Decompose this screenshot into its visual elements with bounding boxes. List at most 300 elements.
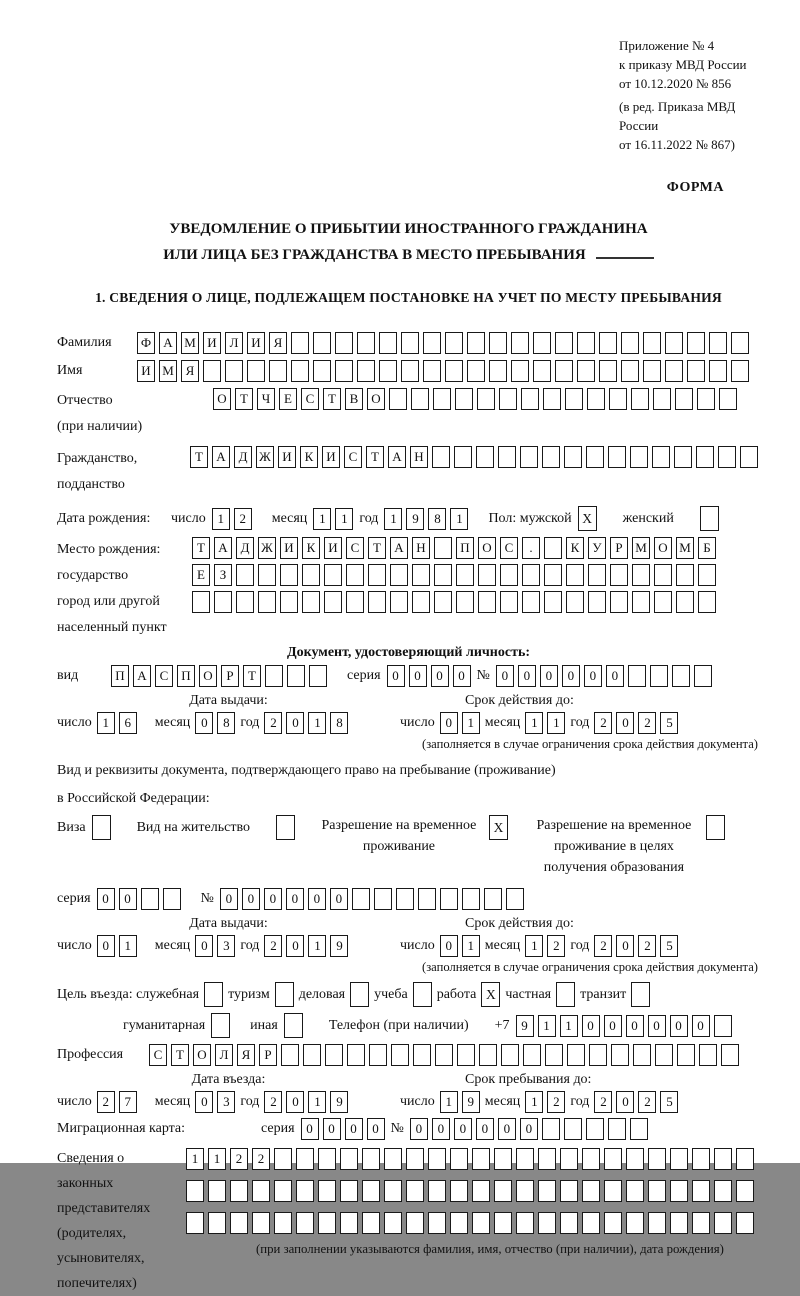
char-cell[interactable] [533, 332, 551, 354]
char-cell[interactable] [428, 1212, 446, 1234]
char-cell[interactable]: 2 [638, 712, 656, 734]
char-cell[interactable]: 8 [217, 712, 235, 734]
char-cell[interactable] [718, 446, 736, 468]
char-cell[interactable]: 1 [525, 935, 543, 957]
char-cell[interactable]: 1 [335, 508, 353, 530]
char-cell[interactable] [714, 1180, 732, 1202]
char-cell[interactable] [291, 360, 309, 382]
char-cell[interactable]: 1 [208, 1148, 226, 1170]
char-cell[interactable] [577, 332, 595, 354]
char-cell[interactable]: 1 [450, 508, 468, 530]
char-cell[interactable] [291, 332, 309, 354]
char-cell[interactable] [489, 360, 507, 382]
char-cell[interactable] [609, 388, 627, 410]
char-cell[interactable] [538, 1148, 556, 1170]
char-cell[interactable]: С [500, 537, 518, 559]
char-cell[interactable]: 0 [387, 665, 405, 687]
char-cell[interactable]: А [133, 665, 151, 687]
char-cell[interactable]: И [247, 332, 265, 354]
char-cell[interactable] [455, 388, 473, 410]
char-cell[interactable]: Я [269, 332, 287, 354]
char-cell[interactable] [599, 332, 617, 354]
char-cell[interactable]: О [199, 665, 217, 687]
char-cell[interactable] [582, 1180, 600, 1202]
char-cell[interactable] [318, 1148, 336, 1170]
char-cell[interactable]: 2 [264, 712, 282, 734]
char-cell[interactable] [677, 1044, 695, 1066]
char-cell[interactable]: 1 [440, 1091, 458, 1113]
char-cell[interactable] [472, 1212, 490, 1234]
char-cell[interactable] [494, 1180, 512, 1202]
char-cell[interactable] [655, 1044, 673, 1066]
char-cell[interactable]: 1 [560, 1015, 578, 1037]
char-cell[interactable]: 0 [582, 1015, 600, 1037]
char-cell[interactable]: Л [225, 332, 243, 354]
char-cell[interactable] [296, 1180, 314, 1202]
char-cell[interactable] [472, 1180, 490, 1202]
char-cell[interactable] [626, 1148, 644, 1170]
char-cell[interactable]: К [566, 537, 584, 559]
char-cell[interactable] [478, 591, 496, 613]
char-cell[interactable] [687, 332, 705, 354]
char-cell[interactable] [692, 1180, 710, 1202]
char-cell[interactable] [567, 1044, 585, 1066]
char-cell[interactable] [674, 446, 692, 468]
char-cell[interactable] [719, 388, 737, 410]
char-cell[interactable] [325, 1044, 343, 1066]
char-cell[interactable] [648, 1180, 666, 1202]
char-cell[interactable] [494, 1148, 512, 1170]
char-cell[interactable] [736, 1212, 754, 1234]
char-cell[interactable] [643, 332, 661, 354]
char-cell[interactable]: О [193, 1044, 211, 1066]
char-cell[interactable] [587, 388, 605, 410]
char-cell[interactable]: П [456, 537, 474, 559]
checkbox-cell[interactable] [350, 982, 369, 1007]
char-cell[interactable] [501, 1044, 519, 1066]
checkbox-cell[interactable] [700, 506, 719, 531]
char-cell[interactable]: 1 [212, 508, 230, 530]
char-cell[interactable]: 1 [186, 1148, 204, 1170]
char-cell[interactable] [303, 1044, 321, 1066]
char-cell[interactable]: 0 [195, 935, 213, 957]
char-cell[interactable] [450, 1212, 468, 1234]
char-cell[interactable]: 1 [538, 1015, 556, 1037]
char-cell[interactable]: Р [221, 665, 239, 687]
char-cell[interactable]: 0 [367, 1118, 385, 1140]
char-cell[interactable]: 2 [547, 935, 565, 957]
char-cell[interactable]: 0 [476, 1118, 494, 1140]
char-cell[interactable] [687, 360, 705, 382]
char-cell[interactable] [428, 1180, 446, 1202]
char-cell[interactable] [369, 1044, 387, 1066]
char-cell[interactable] [489, 332, 507, 354]
char-cell[interactable]: 1 [97, 712, 115, 734]
char-cell[interactable] [287, 665, 305, 687]
char-cell[interactable] [610, 564, 628, 586]
char-cell[interactable] [626, 1180, 644, 1202]
char-cell[interactable] [357, 332, 375, 354]
char-cell[interactable]: Ж [258, 537, 276, 559]
char-cell[interactable] [516, 1212, 534, 1234]
char-cell[interactable] [604, 1148, 622, 1170]
char-cell[interactable] [676, 591, 694, 613]
char-cell[interactable] [621, 332, 639, 354]
char-cell[interactable] [163, 888, 181, 910]
char-cell[interactable] [740, 446, 758, 468]
char-cell[interactable] [653, 388, 671, 410]
char-cell[interactable] [714, 1212, 732, 1234]
char-cell[interactable]: 1 [462, 935, 480, 957]
char-cell[interactable] [186, 1212, 204, 1234]
char-cell[interactable] [670, 1212, 688, 1234]
char-cell[interactable] [236, 591, 254, 613]
char-cell[interactable]: 0 [692, 1015, 710, 1037]
char-cell[interactable] [412, 591, 430, 613]
char-cell[interactable]: М [632, 537, 650, 559]
char-cell[interactable] [368, 591, 386, 613]
char-cell[interactable] [500, 591, 518, 613]
char-cell[interactable]: 0 [323, 1118, 341, 1140]
char-cell[interactable] [346, 591, 364, 613]
char-cell[interactable] [736, 1180, 754, 1202]
checkbox-cell[interactable] [204, 982, 223, 1007]
char-cell[interactable] [648, 1212, 666, 1234]
char-cell[interactable] [445, 332, 463, 354]
char-cell[interactable] [545, 1044, 563, 1066]
char-cell[interactable] [265, 665, 283, 687]
char-cell[interactable] [406, 1212, 424, 1234]
char-cell[interactable] [418, 888, 436, 910]
char-cell[interactable]: С [155, 665, 173, 687]
char-cell[interactable] [450, 1148, 468, 1170]
char-cell[interactable] [582, 1148, 600, 1170]
char-cell[interactable] [280, 591, 298, 613]
char-cell[interactable]: И [280, 537, 298, 559]
char-cell[interactable]: Е [279, 388, 297, 410]
char-cell[interactable]: М [181, 332, 199, 354]
char-cell[interactable] [555, 332, 573, 354]
char-cell[interactable] [665, 332, 683, 354]
char-cell[interactable]: 1 [119, 935, 137, 957]
char-cell[interactable] [699, 1044, 717, 1066]
checkbox-cell[interactable] [556, 982, 575, 1007]
char-cell[interactable] [186, 1180, 204, 1202]
char-cell[interactable] [450, 1180, 468, 1202]
char-cell[interactable]: 0 [410, 1118, 428, 1140]
char-cell[interactable]: Е [192, 564, 210, 586]
char-cell[interactable] [564, 1118, 582, 1140]
char-cell[interactable]: 0 [301, 1118, 319, 1140]
char-cell[interactable]: 0 [431, 665, 449, 687]
char-cell[interactable] [258, 591, 276, 613]
char-cell[interactable] [302, 564, 320, 586]
char-cell[interactable]: 2 [594, 712, 612, 734]
char-cell[interactable]: 0 [242, 888, 260, 910]
purpose-official-checkbox[interactable] [204, 982, 223, 1007]
checkbox-cell[interactable] [276, 815, 295, 840]
char-cell[interactable] [731, 332, 749, 354]
char-cell[interactable] [252, 1212, 270, 1234]
char-cell[interactable]: О [367, 388, 385, 410]
char-cell[interactable] [230, 1212, 248, 1234]
char-cell[interactable]: А [212, 446, 230, 468]
char-cell[interactable]: 9 [462, 1091, 480, 1113]
char-cell[interactable]: С [301, 388, 319, 410]
char-cell[interactable] [445, 360, 463, 382]
char-cell[interactable]: 2 [252, 1148, 270, 1170]
char-cell[interactable] [538, 1212, 556, 1234]
char-cell[interactable]: Т [192, 537, 210, 559]
char-cell[interactable] [313, 332, 331, 354]
char-cell[interactable] [357, 360, 375, 382]
char-cell[interactable]: 0 [286, 888, 304, 910]
purpose-transit-checkbox[interactable] [631, 982, 650, 1007]
char-cell[interactable]: К [302, 537, 320, 559]
char-cell[interactable]: Я [181, 360, 199, 382]
char-cell[interactable]: П [177, 665, 195, 687]
char-cell[interactable] [346, 564, 364, 586]
char-cell[interactable]: 0 [195, 1091, 213, 1113]
char-cell[interactable]: 2 [638, 1091, 656, 1113]
char-cell[interactable]: И [278, 446, 296, 468]
purpose-tourism-checkbox[interactable] [275, 982, 294, 1007]
char-cell[interactable]: 0 [286, 712, 304, 734]
char-cell[interactable] [523, 1044, 541, 1066]
char-cell[interactable] [588, 564, 606, 586]
checkbox-cell[interactable]: X [481, 982, 500, 1007]
char-cell[interactable] [340, 1212, 358, 1234]
char-cell[interactable]: 0 [616, 935, 634, 957]
char-cell[interactable]: Я [237, 1044, 255, 1066]
char-cell[interactable] [432, 446, 450, 468]
char-cell[interactable] [340, 1180, 358, 1202]
rvp-education-checkbox[interactable] [706, 815, 725, 840]
char-cell[interactable]: 9 [330, 935, 348, 957]
char-cell[interactable]: 0 [97, 935, 115, 957]
char-cell[interactable]: 3 [217, 935, 235, 957]
char-cell[interactable]: Т [368, 537, 386, 559]
char-cell[interactable] [230, 1180, 248, 1202]
char-cell[interactable] [533, 360, 551, 382]
char-cell[interactable]: З [214, 564, 232, 586]
char-cell[interactable]: 2 [97, 1091, 115, 1113]
char-cell[interactable]: М [159, 360, 177, 382]
char-cell[interactable] [698, 591, 716, 613]
char-cell[interactable]: 1 [462, 712, 480, 734]
char-cell[interactable] [697, 388, 715, 410]
char-cell[interactable]: М [676, 537, 694, 559]
char-cell[interactable] [401, 332, 419, 354]
purpose-private-checkbox[interactable] [556, 982, 575, 1007]
char-cell[interactable] [379, 360, 397, 382]
char-cell[interactable] [511, 332, 529, 354]
char-cell[interactable] [650, 665, 668, 687]
char-cell[interactable]: 2 [594, 1091, 612, 1113]
char-cell[interactable]: 2 [234, 508, 252, 530]
checkbox-cell[interactable]: X [578, 506, 597, 531]
char-cell[interactable] [582, 1212, 600, 1234]
char-cell[interactable]: 2 [230, 1148, 248, 1170]
char-cell[interactable]: Ф [137, 332, 155, 354]
char-cell[interactable] [456, 564, 474, 586]
char-cell[interactable] [335, 360, 353, 382]
char-cell[interactable] [274, 1148, 292, 1170]
char-cell[interactable] [384, 1180, 402, 1202]
char-cell[interactable] [368, 564, 386, 586]
char-cell[interactable] [604, 1212, 622, 1234]
char-cell[interactable] [391, 1044, 409, 1066]
char-cell[interactable] [694, 665, 712, 687]
char-cell[interactable]: 1 [384, 508, 402, 530]
char-cell[interactable] [542, 1118, 560, 1140]
char-cell[interactable] [352, 888, 370, 910]
char-cell[interactable] [628, 665, 646, 687]
char-cell[interactable] [457, 1044, 475, 1066]
char-cell[interactable]: П [111, 665, 129, 687]
char-cell[interactable]: А [214, 537, 232, 559]
char-cell[interactable] [318, 1212, 336, 1234]
char-cell[interactable]: 0 [440, 935, 458, 957]
char-cell[interactable] [274, 1180, 292, 1202]
char-cell[interactable] [560, 1180, 578, 1202]
char-cell[interactable] [467, 360, 485, 382]
char-cell[interactable] [406, 1148, 424, 1170]
char-cell[interactable]: 9 [406, 508, 424, 530]
char-cell[interactable]: А [159, 332, 177, 354]
char-cell[interactable]: Л [215, 1044, 233, 1066]
char-cell[interactable] [544, 591, 562, 613]
char-cell[interactable] [499, 388, 517, 410]
char-cell[interactable] [479, 1044, 497, 1066]
char-cell[interactable]: Р [610, 537, 628, 559]
char-cell[interactable] [696, 446, 714, 468]
char-cell[interactable] [676, 564, 694, 586]
char-cell[interactable]: 0 [330, 888, 348, 910]
char-cell[interactable] [214, 591, 232, 613]
char-cell[interactable] [203, 360, 221, 382]
char-cell[interactable]: 0 [453, 665, 471, 687]
char-cell[interactable] [362, 1180, 380, 1202]
char-cell[interactable] [565, 388, 583, 410]
char-cell[interactable] [586, 446, 604, 468]
char-cell[interactable]: А [390, 537, 408, 559]
char-cell[interactable]: С [344, 446, 362, 468]
char-cell[interactable] [652, 446, 670, 468]
char-cell[interactable] [692, 1148, 710, 1170]
char-cell[interactable] [423, 360, 441, 382]
char-cell[interactable]: 0 [616, 1091, 634, 1113]
char-cell[interactable] [434, 591, 452, 613]
char-cell[interactable]: 0 [496, 665, 514, 687]
char-cell[interactable]: 0 [604, 1015, 622, 1037]
char-cell[interactable] [477, 388, 495, 410]
char-cell[interactable] [608, 1118, 626, 1140]
char-cell[interactable]: И [137, 360, 155, 382]
char-cell[interactable] [374, 888, 392, 910]
char-cell[interactable] [731, 360, 749, 382]
char-cell[interactable]: Н [412, 537, 430, 559]
char-cell[interactable]: 5 [660, 935, 678, 957]
char-cell[interactable]: 1 [525, 712, 543, 734]
char-cell[interactable] [454, 446, 472, 468]
char-cell[interactable] [566, 591, 584, 613]
char-cell[interactable]: О [478, 537, 496, 559]
sex-female-checkbox[interactable] [700, 506, 719, 531]
char-cell[interactable] [672, 665, 690, 687]
char-cell[interactable] [516, 1148, 534, 1170]
char-cell[interactable] [648, 1148, 666, 1170]
char-cell[interactable] [665, 360, 683, 382]
char-cell[interactable] [544, 564, 562, 586]
char-cell[interactable]: 9 [330, 1091, 348, 1113]
purpose-other-checkbox[interactable] [284, 1013, 303, 1038]
char-cell[interactable] [538, 1180, 556, 1202]
char-cell[interactable]: А [388, 446, 406, 468]
char-cell[interactable]: С [346, 537, 364, 559]
char-cell[interactable]: . [522, 537, 540, 559]
char-cell[interactable]: 7 [119, 1091, 137, 1113]
char-cell[interactable] [324, 591, 342, 613]
char-cell[interactable]: 0 [409, 665, 427, 687]
char-cell[interactable]: 0 [520, 1118, 538, 1140]
char-cell[interactable]: 3 [217, 1091, 235, 1113]
char-cell[interactable] [435, 1044, 453, 1066]
char-cell[interactable]: Т [171, 1044, 189, 1066]
char-cell[interactable] [252, 1180, 270, 1202]
char-cell[interactable] [543, 388, 561, 410]
char-cell[interactable]: 0 [195, 712, 213, 734]
rvp-checkbox[interactable] [489, 815, 508, 840]
char-cell[interactable]: 0 [97, 888, 115, 910]
checkbox-cell[interactable]: X [489, 815, 508, 840]
char-cell[interactable] [498, 446, 516, 468]
char-cell[interactable]: 0 [286, 1091, 304, 1113]
char-cell[interactable] [511, 360, 529, 382]
checkbox-cell[interactable] [275, 982, 294, 1007]
char-cell[interactable] [654, 564, 672, 586]
char-cell[interactable]: Т [235, 388, 253, 410]
char-cell[interactable]: 2 [594, 935, 612, 957]
char-cell[interactable] [384, 1148, 402, 1170]
char-cell[interactable]: Р [259, 1044, 277, 1066]
char-cell[interactable] [721, 1044, 739, 1066]
char-cell[interactable]: 0 [626, 1015, 644, 1037]
char-cell[interactable] [692, 1212, 710, 1234]
char-cell[interactable] [621, 360, 639, 382]
char-cell[interactable] [281, 1044, 299, 1066]
char-cell[interactable]: 0 [562, 665, 580, 687]
visa-checkbox[interactable] [92, 815, 111, 840]
char-cell[interactable] [560, 1148, 578, 1170]
char-cell[interactable]: 0 [648, 1015, 666, 1037]
char-cell[interactable]: 0 [518, 665, 536, 687]
char-cell[interactable]: Б [698, 537, 716, 559]
char-cell[interactable] [208, 1180, 226, 1202]
char-cell[interactable] [564, 446, 582, 468]
char-cell[interactable] [544, 537, 562, 559]
char-cell[interactable]: 2 [264, 935, 282, 957]
char-cell[interactable] [588, 591, 606, 613]
char-cell[interactable]: 2 [264, 1091, 282, 1113]
char-cell[interactable] [390, 591, 408, 613]
char-cell[interactable] [506, 888, 524, 910]
char-cell[interactable] [589, 1044, 607, 1066]
char-cell[interactable]: 8 [428, 508, 446, 530]
char-cell[interactable]: 1 [525, 1091, 543, 1113]
char-cell[interactable] [500, 564, 518, 586]
char-cell[interactable]: Д [236, 537, 254, 559]
